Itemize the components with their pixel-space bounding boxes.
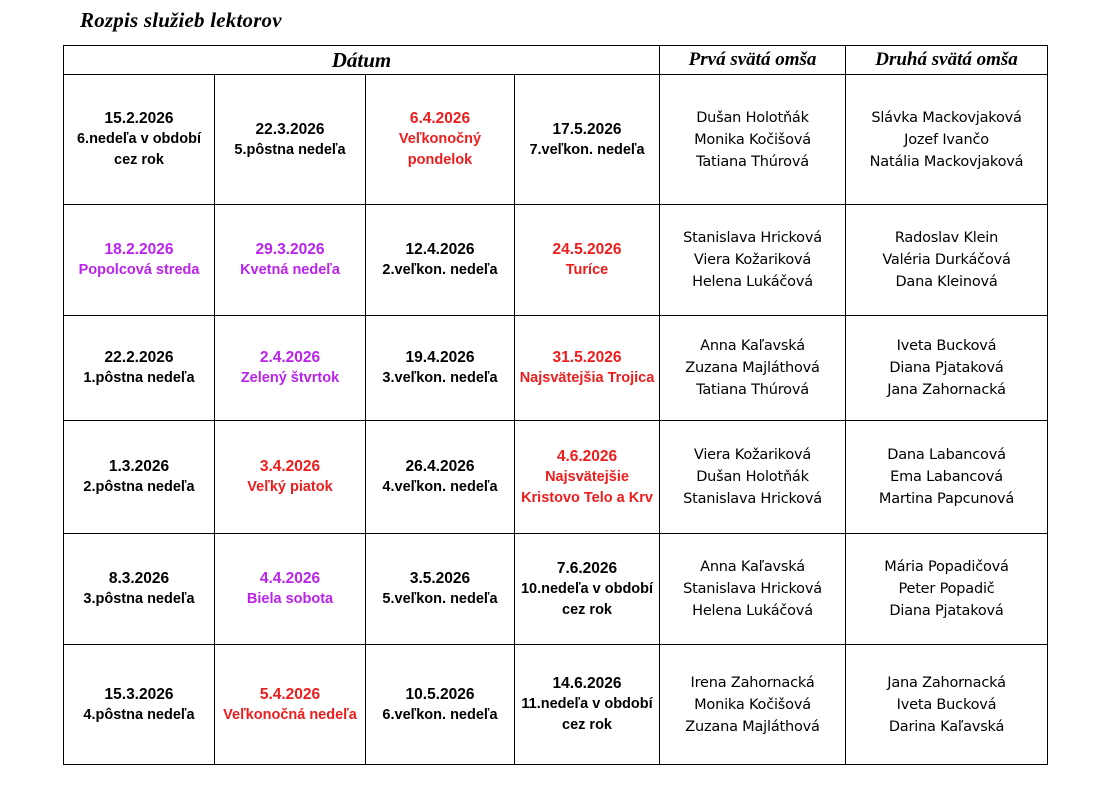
lector-name: Stanislava Hricková — [683, 491, 822, 507]
date-text: 22.2.2026 — [104, 349, 174, 366]
date-text: 4.4.2026 — [259, 570, 321, 587]
document-title: Rozpis služieb lektorov — [80, 8, 282, 32]
lector-name: Peter Popadič — [898, 581, 995, 597]
date-cell — [366, 316, 515, 421]
second-mass-lectors-cell — [846, 316, 1048, 421]
date-text: 15.2.2026 — [104, 110, 174, 127]
date-text: 26.4.2026 — [405, 458, 475, 475]
date-text: 7.6.2026 — [556, 559, 618, 577]
date-text: 31.5.2026 — [552, 349, 622, 366]
lector-name: Zuzana Majláthová — [685, 360, 820, 376]
lector-name: Helena Lukáčová — [692, 274, 813, 290]
occasion-text: 2.pôstna nedeľa — [83, 479, 195, 495]
schedule-row — [64, 534, 1048, 645]
date-cell — [515, 316, 660, 421]
lector-name: Stanislava Hricková — [683, 230, 822, 246]
date-text: 12.4.2026 — [405, 241, 475, 258]
schedule-row — [64, 421, 1048, 534]
lector-name: Dušan Holotňák — [696, 469, 809, 485]
occasion-text: 10.nedeľa v období cez rok — [520, 580, 654, 618]
lector-name: Jana Zahornacká — [887, 382, 1006, 398]
occasion-text: 3.pôstna nedeľa — [83, 591, 195, 607]
occasion-text: 6.veľkon. nedeľa — [382, 706, 498, 723]
occasion-text: Veľkonočná nedeľa — [223, 706, 357, 723]
first-mass-lectors-cell — [660, 534, 846, 645]
date-text: 29.3.2026 — [255, 241, 325, 258]
occasion-text: Popolcová streda — [78, 262, 200, 278]
lector-name: Monika Kočišová — [694, 696, 811, 713]
date-cell — [215, 75, 366, 205]
lector-name: Dušan Holotňák — [696, 109, 809, 126]
date-text: 10.5.2026 — [405, 685, 475, 703]
header-datum: Dátum — [64, 46, 660, 75]
date-cell — [515, 75, 660, 205]
lector-name: Natália Mackovjaková — [869, 153, 1024, 170]
date-text: 24.5.2026 — [552, 241, 622, 258]
occasion-text: 3.veľkon. nedeľa — [382, 370, 498, 386]
lector-schedule-table — [63, 45, 1048, 765]
lector-name: Radoslav Klein — [894, 230, 999, 246]
schedule-body — [64, 75, 1048, 765]
occasion-text: Najsvätejšia Trojica — [519, 370, 655, 386]
header-second-mass: Druhá svätá omša — [846, 46, 1048, 75]
lector-name: Viera Kožariková — [693, 252, 812, 268]
occasion-text: Biela sobota — [246, 591, 334, 607]
date-cell — [64, 75, 215, 205]
first-mass-lectors-cell — [660, 316, 846, 421]
second-mass-lectors-cell — [846, 75, 1048, 205]
lector-name: Zuzana Majláthová — [685, 718, 820, 735]
lector-name: Valéria Durkáčová — [882, 252, 1011, 268]
date-cell — [64, 205, 215, 316]
date-cell — [64, 534, 215, 645]
lector-name: Tatiana Thúrová — [696, 382, 809, 398]
first-mass-lectors-cell — [660, 421, 846, 534]
lector-name: Mária Popadičová — [884, 559, 1009, 575]
second-mass-lectors-cell — [846, 205, 1048, 316]
occasion-text: 6.nedeľa v období cez rok — [76, 131, 202, 168]
lector-name: Dana Labancová — [887, 447, 1006, 463]
date-text: 3.5.2026 — [409, 570, 471, 587]
schedule-row — [64, 75, 1048, 205]
lector-name: Irena Zahornacká — [690, 674, 815, 691]
date-cell — [215, 205, 366, 316]
lector-name: Darina Kaľavská — [888, 718, 1005, 735]
occasion-text: Kvetná nedeľa — [240, 262, 340, 278]
lector-name: Viera Kožariková — [693, 447, 812, 463]
occasion-text: 4.veľkon. nedeľa — [382, 479, 498, 495]
header-row — [64, 46, 1048, 75]
occasion-text: Veľkonočný pondelok — [398, 131, 482, 168]
lector-name: Iveta Bucková — [896, 696, 997, 713]
date-text: 1.3.2026 — [108, 458, 170, 475]
date-text: 15.3.2026 — [104, 685, 174, 703]
lector-name: Iveta Bucková — [896, 338, 997, 354]
date-cell — [515, 205, 660, 316]
lector-name: Anna Kaľavská — [700, 559, 805, 575]
occasion-text: 5.pôstna nedeľa — [234, 141, 346, 158]
date-cell — [366, 205, 515, 316]
date-text: 8.3.2026 — [108, 570, 170, 587]
occasion-text: Najsvätejšie Kristovo Telo a Krv — [521, 468, 653, 506]
second-mass-lectors-cell — [846, 645, 1048, 765]
date-text: 18.2.2026 — [104, 241, 174, 258]
lector-name: Jozef Ivančo — [904, 131, 989, 148]
first-mass-lectors-cell — [660, 205, 846, 316]
date-cell — [64, 645, 215, 765]
date-text: 2.4.2026 — [259, 349, 321, 366]
occasion-text: 11.nedeľa v období cez rok — [521, 696, 653, 733]
date-cell — [366, 75, 515, 205]
occasion-text: 5.veľkon. nedeľa — [382, 591, 498, 607]
lector-name: Anna Kaľavská — [700, 338, 805, 354]
date-cell — [64, 421, 215, 534]
lector-name: Martina Papcunová — [878, 491, 1015, 507]
lector-name: Ema Labancová — [890, 469, 1003, 485]
date-text: 5.4.2026 — [259, 685, 321, 703]
occasion-text: Turíce — [565, 262, 609, 278]
date-text: 6.4.2026 — [409, 110, 471, 127]
date-cell — [515, 645, 660, 765]
schedule-row — [64, 205, 1048, 316]
date-cell — [366, 421, 515, 534]
date-cell — [366, 534, 515, 645]
date-cell — [215, 645, 366, 765]
occasion-text: 1.pôstna nedeľa — [83, 370, 195, 386]
header-first-mass: Prvá svätá omša — [660, 46, 846, 75]
lector-name: Dana Kleinová — [895, 274, 998, 290]
occasion-text: Veľký piatok — [247, 479, 333, 495]
first-mass-lectors-cell — [660, 75, 846, 205]
date-text: 19.4.2026 — [405, 349, 475, 366]
date-cell — [515, 421, 660, 534]
date-text: 14.6.2026 — [552, 675, 622, 692]
lector-name: Tatiana Thúrová — [696, 153, 809, 170]
lector-name: Helena Lukáčová — [692, 603, 813, 619]
lector-name: Diana Pjataková — [889, 360, 1004, 376]
lector-name: Slávka Mackovjaková — [871, 109, 1022, 126]
lector-name: Diana Pjataková — [889, 603, 1004, 619]
date-cell — [215, 421, 366, 534]
second-mass-lectors-cell — [846, 421, 1048, 534]
date-cell — [64, 316, 215, 421]
date-text: 3.4.2026 — [259, 458, 321, 475]
occasion-text: 2.veľkon. nedeľa — [382, 262, 498, 278]
date-text: 22.3.2026 — [255, 120, 325, 138]
date-cell — [515, 534, 660, 645]
occasion-text: Zelený štvrtok — [240, 370, 340, 386]
lector-name: Jana Zahornacká — [887, 674, 1006, 691]
schedule-row — [64, 316, 1048, 421]
occasion-text: 4.pôstna nedeľa — [83, 706, 195, 723]
date-text: 17.5.2026 — [552, 120, 622, 138]
date-cell — [366, 645, 515, 765]
date-cell — [215, 316, 366, 421]
date-cell — [215, 534, 366, 645]
lector-name: Monika Kočišová — [694, 131, 811, 148]
first-mass-lectors-cell — [660, 645, 846, 765]
second-mass-lectors-cell — [846, 534, 1048, 645]
occasion-text: 7.veľkon. nedeľa — [529, 141, 645, 158]
lector-name: Stanislava Hricková — [683, 581, 822, 597]
schedule-row — [64, 645, 1048, 765]
date-text: 4.6.2026 — [556, 447, 618, 465]
